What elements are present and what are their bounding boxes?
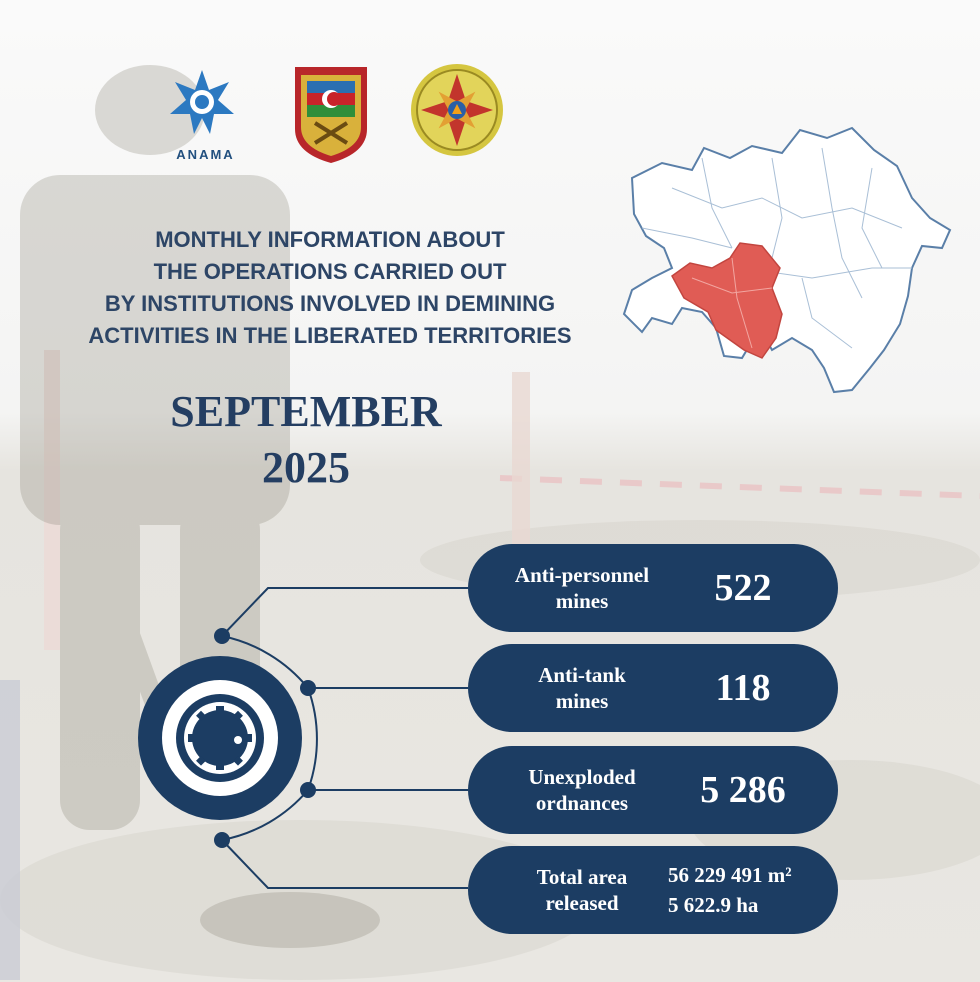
emergency-star-icon bbox=[411, 64, 503, 156]
stat-value-ha: 5 622.9 ha bbox=[668, 893, 759, 917]
stat-value: 118 bbox=[715, 667, 771, 709]
headline-line: MONTHLY INFORMATION ABOUT bbox=[155, 227, 505, 252]
headline-line: BY INSTITUTIONS INVOLVED IN DEMINING bbox=[104, 291, 556, 316]
stat-label: Anti-personnel mines bbox=[514, 563, 650, 613]
military-shield-icon bbox=[295, 67, 367, 163]
headline bbox=[40, 224, 620, 352]
period-month: SEPTEMBER bbox=[170, 387, 442, 436]
stat-label: Anti-tank mines bbox=[538, 663, 626, 713]
headline-line: THE OPERATIONS CARRIED OUT bbox=[153, 259, 507, 284]
stat-value bbox=[668, 860, 818, 920]
stat-anti-tank-mines bbox=[468, 644, 838, 732]
stat-value: 5 286 bbox=[700, 769, 786, 811]
stat-total-area-released bbox=[468, 846, 838, 934]
period bbox=[106, 384, 506, 496]
azerbaijan-map-icon bbox=[612, 118, 957, 403]
stat-value-m2: 56 229 491 m² bbox=[668, 863, 792, 887]
stat-anti-personnel-mines bbox=[468, 544, 838, 632]
stat-unexploded-ordnances bbox=[468, 746, 838, 834]
headline-line: ACTIVITIES IN THE LIBERATED TERRITORIES bbox=[88, 323, 572, 348]
stat-label: Total area released bbox=[536, 865, 628, 915]
period-year: 2025 bbox=[262, 443, 350, 492]
anama-label: ANAMA bbox=[176, 147, 235, 162]
anama-star-icon bbox=[170, 70, 234, 134]
stat-label: Unexploded ordnances bbox=[528, 765, 636, 815]
stat-value: 522 bbox=[714, 567, 772, 609]
